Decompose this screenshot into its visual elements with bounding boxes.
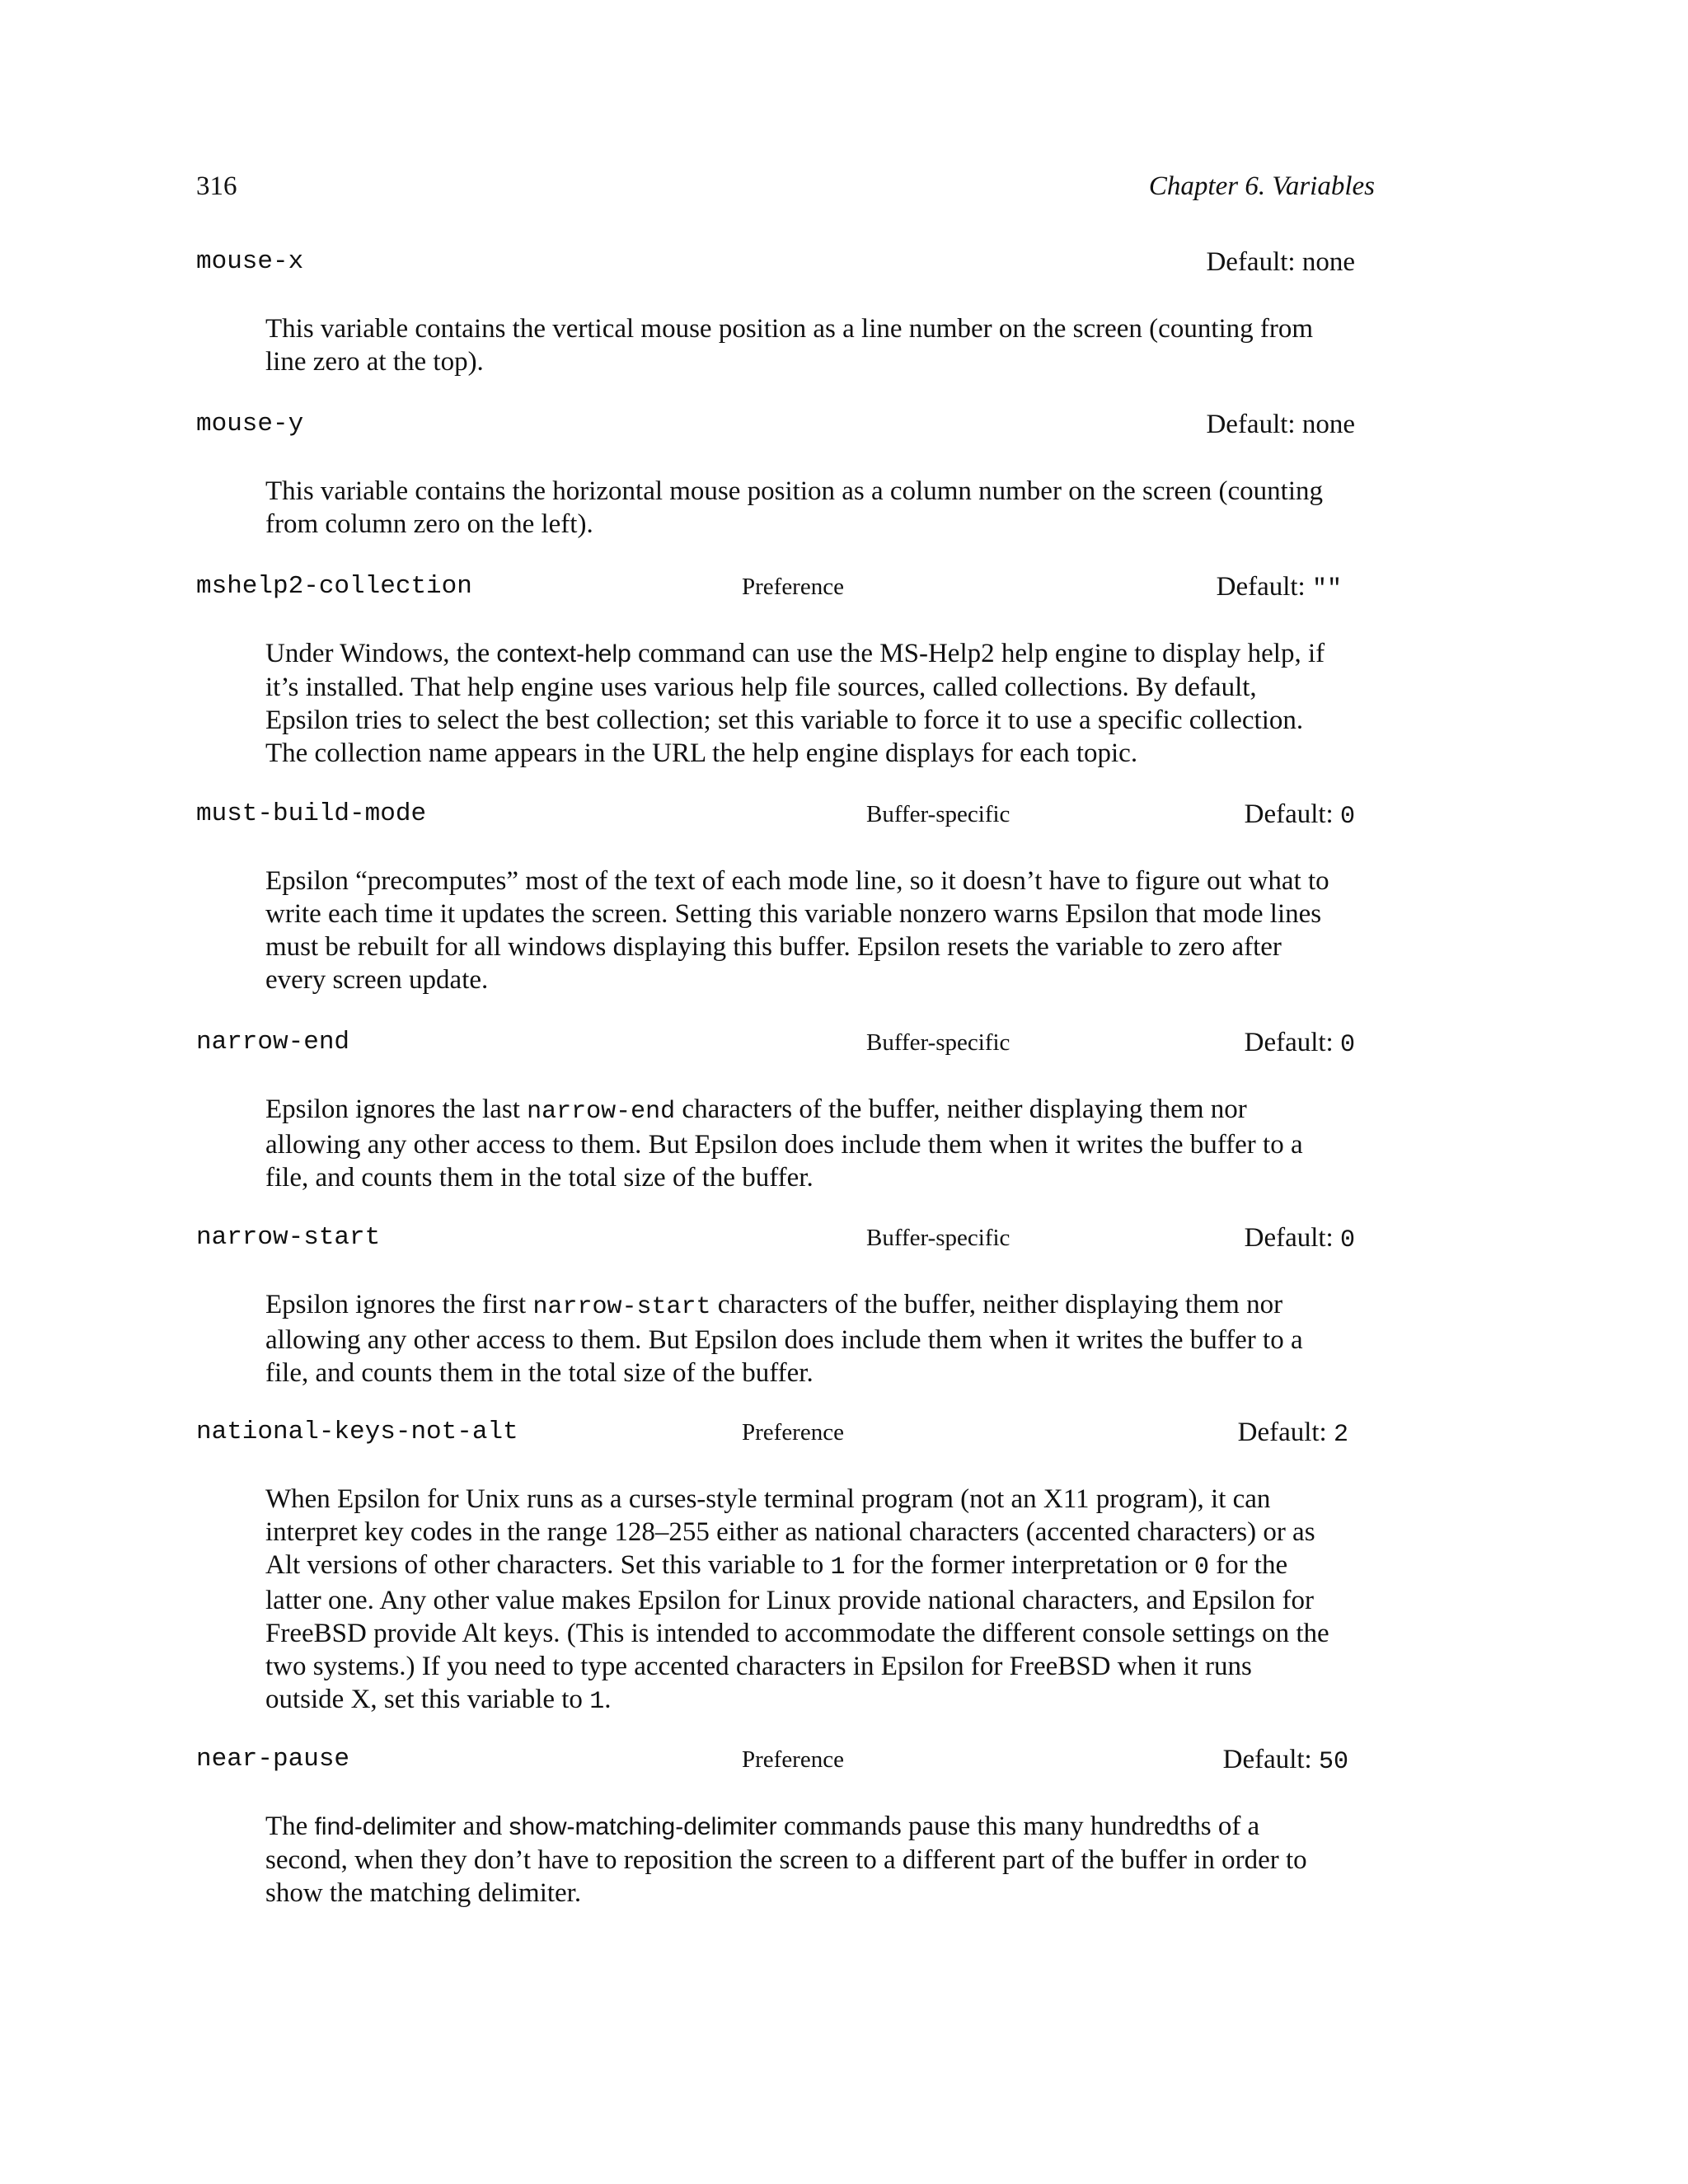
variable-kind: Preference xyxy=(742,1419,844,1446)
variable-description: Epsilon ignores the last narrow-end characters of the buffer, neither displaying them nor allowing any other access to them. But Epsilon does include them when it writes the buffer to a file, and counts them in the total size of the buffer. xyxy=(265,1094,1303,1193)
variable-name: near-pause xyxy=(196,1745,350,1774)
entry-heading xyxy=(196,1745,1375,1781)
entry-heading xyxy=(196,247,1375,284)
variable-entry-must-build-mode xyxy=(196,799,1375,996)
variable-description: When Epsilon for Unix runs as a curses-style terminal program (not an X11 program), it can interpret key codes in the range 128–255 either as national characters (accented characters) or as Alt versions of other characters. Set this variable to 1 for the former interpretation or 0 for the latter one. Any other value makes Epsilon for Linux provide national characters, and Epsilon for FreeBSD provide Alt keys. (This is intended to accommodate the different console settings on the two systems.) If you need to type accented characters in Epsilon for FreeBSD when it runs outside X, set this variable to 1. xyxy=(265,1484,1329,1716)
variable-default: Default: "" xyxy=(1216,572,1342,603)
variable-default: Default: none xyxy=(1206,410,1355,439)
variable-default: Default: 0 xyxy=(1244,799,1355,831)
entry-heading xyxy=(196,799,1375,836)
variable-entry-national-keys-not-alt xyxy=(196,1418,1375,1718)
chapter-title: Chapter 6. Variables xyxy=(1148,171,1375,201)
variable-default: Default: 50 xyxy=(1222,1745,1348,1776)
variable-kind: Buffer-specific xyxy=(866,801,1010,827)
entry-heading xyxy=(196,572,1375,608)
variable-kind: Preference xyxy=(742,574,844,600)
command-name: find-delimiter xyxy=(314,1813,457,1840)
variable-description: The find-delimiter and show-matching-delimiter commands pause this many hundredths of a second, when they don’t have to reposition the screen to a different part of the buffer in order to show the matching delimiter. xyxy=(265,1811,1307,1908)
variable-description: This variable contains the vertical mouse position as a line number on the screen (counting from line zero at the top). xyxy=(265,314,1314,377)
variable-name: mouse-x xyxy=(196,247,304,276)
variable-name: mshelp2-collection xyxy=(196,572,472,601)
variable-kind: Buffer-specific xyxy=(866,1029,1010,1056)
variable-default: Default: 0 xyxy=(1244,1028,1355,1059)
variable-name: national-keys-not-alt xyxy=(196,1418,518,1446)
variable-description: Epsilon ignores the first narrow-start characters of the buffer, neither displaying them nor allowing any other access to them. But Epsilon does include them when it writes the buffer to a file, and counts them in the total size of the buffer. xyxy=(265,1290,1303,1388)
entry-heading xyxy=(196,1223,1375,1259)
variable-description: Under Windows, the context-help command can use the MS-Help2 help engine to display help, if it’s installed. That help engine uses various help file sources, called collections. By default, Epsilon tries to select the best collection; set this variable to force it to use a specific collection. The collection name appears in the URL the help engine displays for each topic. xyxy=(265,639,1325,768)
variable-default: Default: 0 xyxy=(1244,1223,1355,1254)
variable-entry-mshelp2-collection xyxy=(196,572,1375,770)
inline-code: narrow-start xyxy=(532,1293,711,1321)
variable-entry-mouse-y xyxy=(196,410,1375,541)
variable-name: narrow-end xyxy=(196,1028,350,1057)
variable-entry-near-pause xyxy=(196,1745,1375,1910)
variable-entry-narrow-end xyxy=(196,1028,1375,1194)
variable-default: Default: none xyxy=(1206,247,1355,277)
variable-default: Default: 2 xyxy=(1237,1418,1348,1449)
variable-name: mouse-y xyxy=(196,410,304,438)
entry-heading xyxy=(196,1028,1375,1064)
command-name: show-matching-delimiter xyxy=(509,1813,777,1840)
variable-description: This variable contains the horizontal mouse position as a column number on the screen (counting from column zero on the left). xyxy=(265,476,1324,539)
variable-entry-mouse-x xyxy=(196,247,1375,378)
inline-code: narrow-end xyxy=(527,1098,676,1126)
page-header xyxy=(196,171,1375,209)
variable-name: must-build-mode xyxy=(196,799,427,828)
command-name: context-help xyxy=(496,640,631,668)
page-number: 316 xyxy=(196,171,237,201)
variable-description: Epsilon “precomputes” most of the text of each mode line, so it doesn’t have to figure out what to write each time it updates the screen. Setting this variable nonzero warns Epsilon that mode lines must be rebuilt for all windows displaying this buffer. Epsilon resets the variable to zero after every screen update. xyxy=(265,866,1329,995)
entry-heading xyxy=(196,1418,1375,1454)
variable-name: narrow-start xyxy=(196,1223,381,1252)
entry-heading xyxy=(196,410,1375,446)
variable-kind: Buffer-specific xyxy=(866,1225,1010,1251)
variable-entry-narrow-start xyxy=(196,1223,1375,1390)
variable-kind: Preference xyxy=(742,1746,844,1773)
